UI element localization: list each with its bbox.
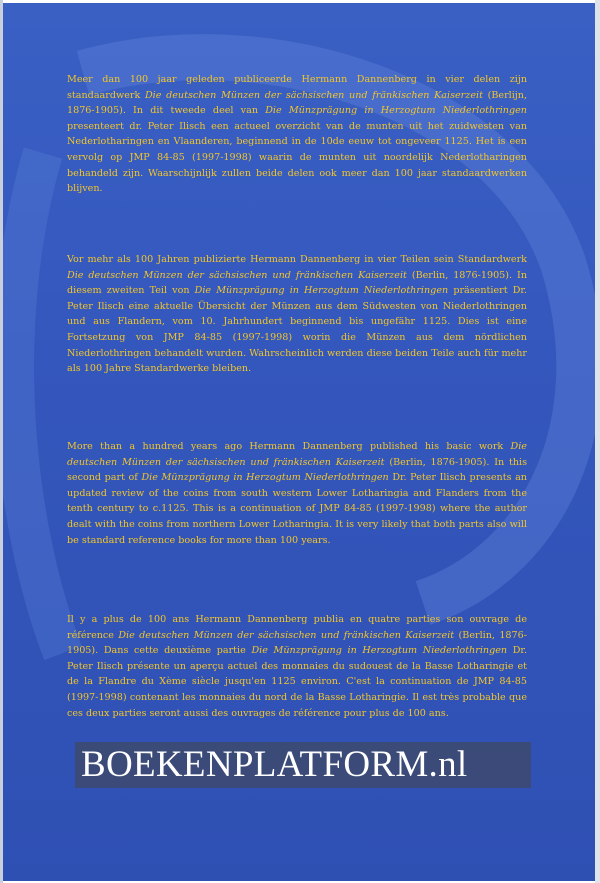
blurb-german: [67, 252, 527, 377]
blurb-english: [67, 439, 527, 548]
blurb-french-text-3: Dr. Peter Ilisch présente un aperçu actuel des monnaies du sudouest de la Basse Lotharingie et de la Flandre du Xème siècle jusqu'en 1125 environ. C'est la continuation de JMP 84-85 (1997-1998) contenant les monnaies du nord de la Basse Lotharingie. Il est très probable que ces deux parties seront aussi des ouvrages de référence pour plus de 100 ans.: [67, 645, 527, 719]
blurb-english-title-1: Die deutschen Münzen der sächsischen und fränkischen Kaiserzeit: [67, 441, 527, 468]
blurb-french-text-2: (Berlin, 1876-1905). Dans cette deuxième partie: [67, 629, 527, 657]
blurb-german-text-3: präsentiert Dr. Peter Ilisch eine aktuelle Übersicht der Münzen aus dem Südwesten von Niederlothringen und aus Flandern, vom 10. Jahrhundert beginnend bis ungefähr 1125. Dies ist eine Fortsetzung von JMP 84-85 (1997-1998) worin die Münzen aus dem nördlichen Niederlothringen behandelt wurden. Wahrscheinlich werden diese beiden Teile auch für mehr als 100 Jahre Standardwerke bleiben.: [67, 285, 527, 375]
blurb-german-text-1: Vor mehr als 100 Jahren publizierte Hermann Dannenberg in vier Teilen sein Standardwerk: [67, 254, 527, 265]
blurb-german-title-2: Die Münzprägung in Herzogtum Niederlothringen: [194, 285, 449, 297]
blurb-dutch-title-1: Die deutschen Münzen der sächsischen und fränkischen Kaiserzeit: [144, 89, 483, 101]
blurb-french: [67, 612, 527, 721]
blurb-french-text-1: Il y a plus de 100 ans Hermann Dannenberg publia en quatre parties son ouvrage de référence: [67, 614, 527, 641]
blurb-french-title-1: Die deutschen Münzen der sächsischen und fränkischen Kaiserzeit: [118, 629, 455, 641]
blurb-english-text-2: (Berlin, 1876-1905). In this second part of: [67, 456, 527, 484]
blurb-english-text-1: More than a hundred years ago Hermann Dannenberg published his basic work: [67, 441, 511, 452]
blurb-english-title-2: Die Münzprägung in Herzogtum Niederlothringen: [141, 472, 389, 484]
blurb-dutch-title-2: Die Münzprägung in Herzogtum Niederlothringen: [265, 105, 527, 117]
watermark-text: BOEKENPLATFORM.nl: [81, 744, 468, 785]
book-edge-right: [595, 0, 600, 883]
blurb-dutch-text-2: (Berlijn, 1876-1905). In dit tweede deel van: [67, 89, 527, 117]
blurb-french-title-2: Die Münzprägung in Herzogtum Niederlothringen: [251, 645, 508, 657]
blurb-dutch: [67, 72, 527, 197]
book-back-cover: [3, 3, 595, 881]
blurb-german-text-2: (Berlin, 1876-1905). In diesem zweiten Teil von: [67, 269, 527, 297]
blurb-german-title-1: Die deutschen Münzen der sächsischen und fränkischen Kaiserzeit: [67, 269, 407, 281]
blurb-english-text-3: Dr. Peter Ilisch presents an updated review of the coins from south western Lower Lotharingia and Flanders from the tenth century to c.1125. This is a continuation of JMP 84-85 (1997-1998) where the author dealt with the coins from northern Lower Lotharingia. It is very likely that both parts also will be standard reference books for more than 100 years.: [67, 472, 527, 546]
blurb-dutch-text-3: presenteert dr. Peter Ilisch een actueel overzicht van de munten uit het zuidwesten van Nederlotharingen en Vlaanderen, beginnend in de 10de eeuw tot ongeveer 1125. Het is een vervolg op JMP 84-85 (1997-1998) waarin de munten uit noordelijk Nederlotharingen behandeld zijn. Waarschijnlijk zullen beide delen ook meer dan 100 jaar standaardwerken blijven.: [67, 120, 527, 195]
blurb-dutch-text-1: Meer dan 100 jaar geleden publiceerde Hermann Dannenberg in vier delen zijn standaardwerk: [67, 74, 527, 101]
